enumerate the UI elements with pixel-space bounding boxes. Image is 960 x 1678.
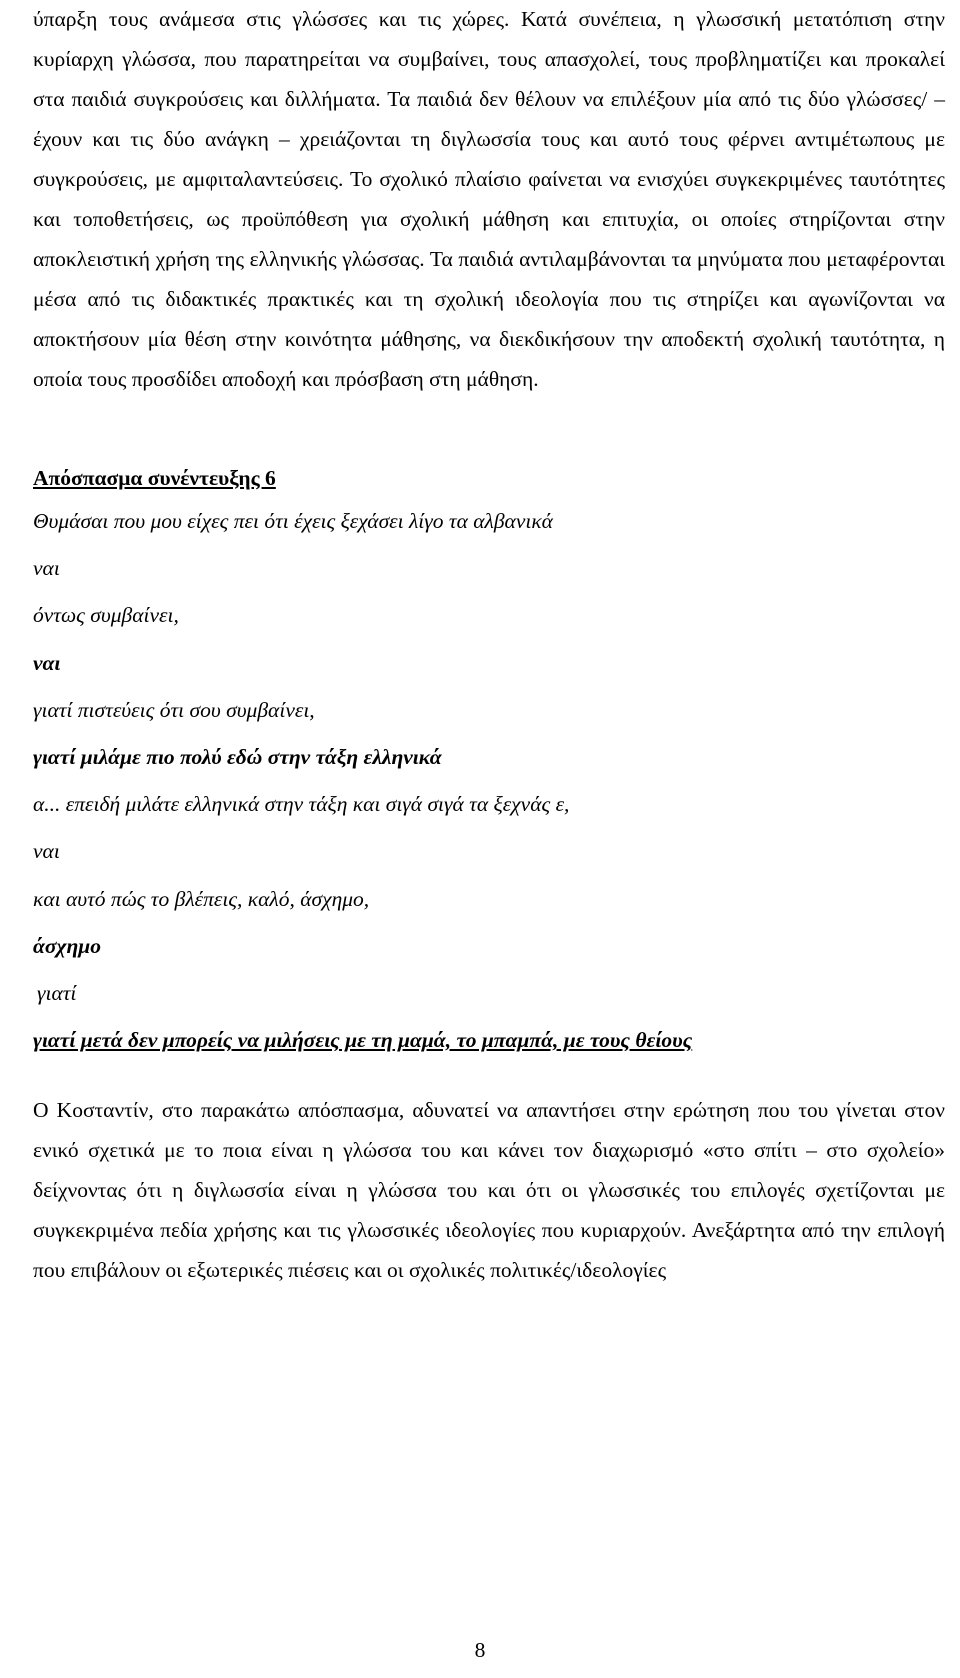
dialog-line: α... επειδή μιλάτε ελληνικά στην τάξη και σιγά σιγά τα ξεχνάς ε, <box>33 792 570 817</box>
document-page <box>33 0 945 1290</box>
interview-dialog <box>33 498 945 1064</box>
dialog-line: ναι <box>33 839 60 864</box>
body-paragraph: Ο Κοσταντίν, στο παρακάτω απόσπασμα, αδυνατεί να απαντήσει στην ερώτηση που του γίνεται στον ενικό σχετικά με το ποια είναι η γλώσσα του και κάνει τον διαχωρισμό «στο σπίτι – στο σχολείο» δείχνοντας ότι η διγλωσσία είναι η γλώσσα του και ότι οι γλωσσικές του επιλογές σχετίζονται με συγκεκριμένα πεδία χρήσης και τις γλωσσικές ιδεολογίες που κυριαρχούν. Ανεξάρτητα από την επιλογή που επιβάλουν οι εξωτερικές πιέσεις και οι σχολικές πολιτικές/ιδεολογίες <box>33 1098 945 1283</box>
dialog-line-child: γιατί μιλάμε πιο πολύ εδώ στην τάξη ελληνικά <box>33 745 442 770</box>
dialog-line-child: γιατί μετά δεν μπορείς να μιλήσεις με τη μαμά, το μπαμπά, με τους θείους <box>33 1028 693 1053</box>
dialog-line-child: άσχημο <box>33 933 101 958</box>
dialog-line: Θυμάσαι που μου είχες πει ότι έχεις ξεχάσει λίγο τα αλβανικά <box>33 509 553 533</box>
dialog-line: γιατί <box>37 981 77 1006</box>
dialog-line: όντως συμβαίνει, <box>33 603 179 628</box>
dialog-line-child: ναι <box>33 650 61 675</box>
dialog-line: και αυτό πώς το βλέπεις, καλό, άσχημο, <box>33 886 370 911</box>
body-paragraph: ύπαρξη τους ανάμεσα στις γλώσσες και τις χώρες. Κατά συνέπεια, η γλωσσική μετατόπιση στην κυρίαρχη γλώσσα, που παρατηρείται να συμβαίνει, τους απασχολεί, τους προβληματίζει και προκαλεί στα παιδιά συγκρούσεις και διλλήματα. Τα παιδιά δεν θέλουν να επιλέξουν μία από τις δύο γλώσσες/ – έχουν και τις δύο ανάγκη – χρειάζονται τη διγλωσσία τους και αυτό τους φέρνει αντιμέτωπους με συγκρούσεις, με αμφιταλαντεύσεις. Το σχολικό πλαίσιο φαίνεται να ενισχύει συγκεκριμένες ταυτότητες και τοποθετήσεις, ως προϋπόθεση για σχολική μάθηση και επιτυχία, οι οποίες στηρίζονται στην αποκλειστική χρήση της ελληνικής γλώσσας. Τα παιδιά αντιλαμβάνονται τα μηνύματα που μεταφέρονται μέσα από τις διδακτικές πρακτικές και τη σχολική ιδεολογία που τις στηρίζει και αγωνίζονται να αποκτήσουν μία θέση στην κοινότητα μάθησης, να διεκδικήσουν την αποδεκτή σχολική ταυτότητα, η οποία τους προσδίδει αποδοχή και πρόσβαση στη μάθηση. <box>33 7 945 391</box>
dialog-line: ναι <box>33 556 60 581</box>
dialog-line: γιατί πιστεύεις ότι σου συμβαίνει, <box>33 697 315 722</box>
interview-excerpt-title: Απόσπασμα συνέντευξης 6 <box>33 466 276 490</box>
page-number: 8 <box>474 1638 486 1662</box>
